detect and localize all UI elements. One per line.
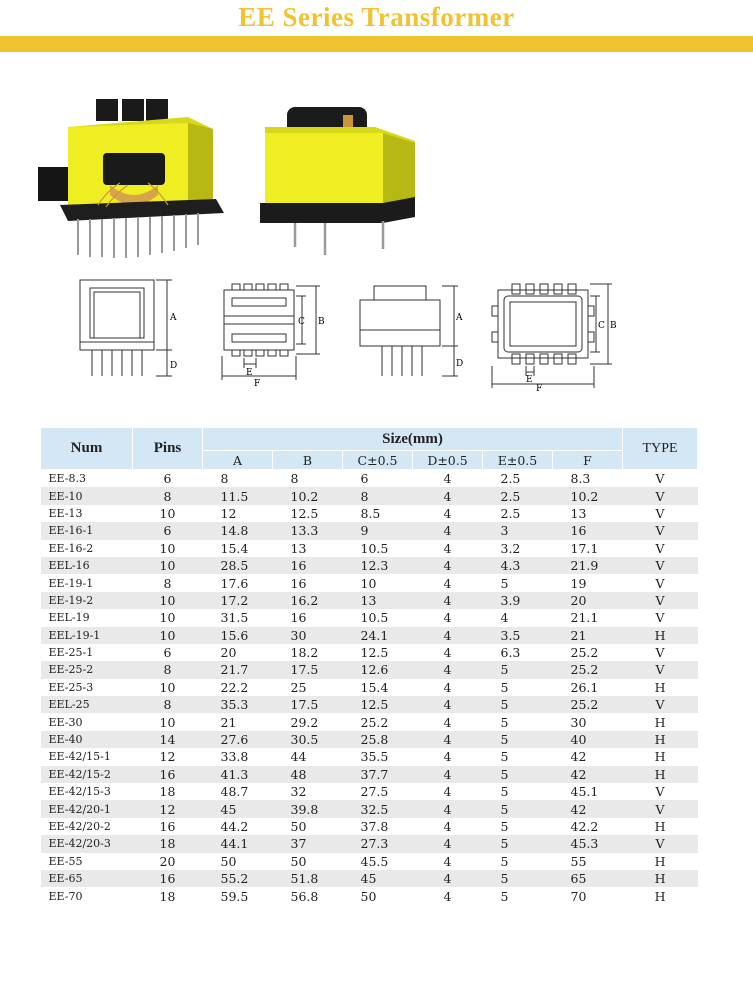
cell-num: EE-40 [41, 731, 133, 748]
cell-c: 13 [343, 592, 413, 609]
cell-type: V [623, 487, 698, 504]
cell-e: 5 [483, 731, 553, 748]
cell-type: V [623, 835, 698, 852]
cell-num: EE-42/20-1 [41, 800, 133, 817]
cell-type: V [623, 800, 698, 817]
cell-c: 10 [360, 575, 377, 591]
cell-f: 42 [553, 800, 623, 817]
cell-pins: 12 [133, 800, 203, 817]
cell-a: 17.2 [203, 592, 273, 609]
dim-c-label: C [598, 321, 605, 331]
cell-b: 18.2 [290, 645, 319, 661]
cell-b: 16 [290, 575, 307, 591]
dim-d-label: D [170, 361, 178, 371]
cell-pins: 10 [159, 610, 176, 626]
cell-a: 8 [220, 471, 229, 487]
cell-f: 70 [570, 888, 587, 904]
cell-e: 5 [500, 784, 509, 800]
cell-pins: 10 [159, 540, 176, 556]
cell-num: EE-13 [48, 506, 83, 520]
cell-b: 56.8 [290, 888, 319, 904]
cell-c: 25.2 [360, 714, 389, 730]
cell-b: 12.5 [290, 505, 319, 521]
cell-e: 5 [483, 696, 553, 713]
cell-e: 5 [483, 835, 553, 852]
cell-e: 5 [500, 679, 509, 695]
cell-d: 4 [413, 731, 483, 748]
table-row [41, 557, 698, 574]
table-row [41, 592, 698, 609]
header-e: E±0.5 [483, 451, 553, 470]
dim-b-label: B [610, 321, 617, 331]
table-row [41, 661, 698, 678]
cell-type: V [655, 575, 665, 591]
cell-c: 32.5 [343, 800, 413, 817]
cell-c: 27.3 [343, 835, 413, 852]
cell-a: 12 [220, 505, 237, 521]
table-row [41, 800, 698, 817]
cell-c: 45 [343, 870, 413, 887]
table-row [41, 748, 698, 765]
cell-b: 37 [273, 835, 343, 852]
dim-e-label: E [246, 368, 253, 378]
dim-f-label: F [254, 379, 261, 388]
cell-d: 4 [413, 487, 483, 504]
table-row [41, 679, 698, 696]
cell-num: EE-25-3 [48, 680, 94, 694]
vertical-front-drawing [72, 276, 182, 386]
cell-pins: 18 [159, 888, 176, 904]
cell-b: 16 [290, 610, 307, 626]
cell-pins: 20 [159, 853, 176, 869]
cell-a: 11.5 [203, 487, 273, 504]
cell-a: 28.5 [203, 557, 273, 574]
cell-type: H [654, 679, 666, 695]
spec-table [40, 427, 698, 905]
cell-d: 4 [443, 679, 452, 695]
vertical-transformer-photo [38, 95, 238, 265]
cell-pins: 8 [133, 661, 203, 678]
cell-pins: 12 [159, 749, 176, 765]
table-row [41, 487, 698, 504]
cell-f: 26.1 [570, 679, 599, 695]
cell-a: 33.8 [220, 749, 249, 765]
cell-b: 16 [273, 557, 343, 574]
dim-c-label: C [298, 317, 305, 327]
header-size: Size(mm) [203, 428, 623, 451]
cell-e: 5 [483, 870, 553, 887]
cell-pins: 16 [133, 766, 203, 783]
table-row [41, 887, 698, 904]
cell-f: 65 [553, 870, 623, 887]
cell-c: 12.3 [343, 557, 413, 574]
cell-b: 50 [290, 819, 307, 834]
cell-a: 20 [220, 645, 237, 661]
cell-f: 42 [553, 766, 623, 783]
cell-a: 17.6 [220, 575, 249, 591]
cell-num: EE-65 [41, 870, 133, 887]
cell-e: 2.5 [500, 505, 521, 521]
cell-f: 30 [570, 714, 587, 730]
header-a: A [203, 451, 273, 470]
cell-a: 31.5 [220, 610, 249, 626]
header-d: D±0.5 [413, 451, 483, 470]
cell-num: EE-25-1 [48, 646, 94, 660]
cell-e: 3 [483, 522, 553, 539]
cell-type: V [655, 471, 665, 487]
table-row [41, 818, 698, 835]
cell-f: 42 [570, 749, 587, 765]
cell-num: EE-16-1 [41, 522, 133, 539]
cell-e: 5 [500, 853, 509, 869]
cell-e: 3.9 [483, 592, 553, 609]
table-row [41, 644, 698, 661]
cell-a: 55.2 [203, 870, 273, 887]
table-row [41, 522, 698, 539]
cell-c: 12.5 [343, 696, 413, 713]
cell-b: 30 [273, 627, 343, 644]
cell-c: 27.5 [360, 784, 389, 800]
cell-f: 25.2 [570, 645, 599, 661]
dim-b-label: B [318, 317, 325, 327]
table-row [41, 870, 698, 887]
cell-f: 40 [553, 731, 623, 748]
cell-a: 21 [220, 714, 237, 730]
cell-d: 4 [443, 471, 452, 487]
cell-d: 4 [413, 696, 483, 713]
cell-num: EE-42/20-3 [41, 835, 133, 852]
horizontal-top-drawing [490, 280, 620, 392]
cell-type: H [654, 749, 666, 765]
cell-a: 21.7 [203, 661, 273, 678]
cell-b: 51.8 [273, 870, 343, 887]
cell-f: 19 [570, 575, 587, 591]
cell-c: 15.4 [360, 679, 389, 695]
cell-type: V [655, 540, 665, 556]
cell-f: 21.1 [570, 610, 599, 626]
cell-num: EE-25-2 [41, 661, 133, 678]
cell-type: H [654, 714, 666, 730]
cell-f: 45.3 [553, 835, 623, 852]
cell-type: H [654, 888, 666, 904]
cell-e: 3.5 [483, 627, 553, 644]
horizontal-front-drawing [358, 280, 470, 380]
cell-num: EE-10 [41, 487, 133, 504]
cell-pins: 10 [159, 505, 176, 521]
cell-num: EE-55 [48, 854, 83, 868]
cell-a: 41.3 [203, 766, 273, 783]
cell-d: 4 [443, 610, 452, 626]
cell-pins: 8 [133, 696, 203, 713]
cell-pins: 8 [133, 487, 203, 504]
cell-pins: 8 [163, 575, 172, 591]
cell-a: 27.6 [203, 731, 273, 748]
cell-b: 13.3 [273, 522, 343, 539]
cell-e: 5 [500, 819, 509, 834]
cell-c: 10.5 [360, 540, 389, 556]
cell-type: H [623, 870, 698, 887]
cell-b: 50 [290, 853, 307, 869]
table-row [41, 540, 698, 557]
cell-c: 50 [360, 888, 377, 904]
cell-type: V [655, 784, 665, 800]
cell-d: 4 [413, 766, 483, 783]
cell-f: 42.2 [570, 819, 599, 834]
table-row [41, 731, 698, 748]
cell-type: V [655, 645, 665, 661]
cell-b: 30.5 [273, 731, 343, 748]
cell-e: 5 [500, 888, 509, 904]
cell-c: 9 [343, 522, 413, 539]
cell-b: 32 [290, 784, 307, 800]
cell-b: 8 [290, 471, 299, 487]
cell-num: EE-42/15-3 [48, 785, 111, 799]
page-title: EE Series Transformer [238, 2, 515, 32]
cell-b: 25 [290, 679, 307, 695]
cell-num: EE-19-2 [41, 592, 133, 609]
cell-a: 22.2 [220, 679, 249, 695]
table-row [41, 574, 698, 591]
horizontal-transformer-photo [255, 97, 425, 257]
cell-pins: 10 [159, 679, 176, 695]
cell-e: 3.2 [500, 540, 521, 556]
cell-num: EEL-25 [41, 696, 133, 713]
cell-d: 4 [443, 645, 452, 661]
cell-e: 4 [500, 610, 509, 626]
cell-c: 24.1 [343, 627, 413, 644]
table-row [41, 766, 698, 783]
cell-e: 5 [483, 661, 553, 678]
cell-d: 4 [413, 800, 483, 817]
cell-d: 4 [413, 592, 483, 609]
cell-num: EEL-19-1 [41, 627, 133, 644]
cell-a: 44.2 [220, 819, 249, 834]
cell-f: 10.2 [553, 487, 623, 504]
dim-a-label: A [456, 313, 463, 323]
cell-num: EE-70 [48, 889, 83, 903]
vertical-top-drawing [214, 278, 334, 388]
cell-a: 44.1 [203, 835, 273, 852]
cell-e: 5 [500, 749, 509, 765]
cell-f: 25.2 [553, 661, 623, 678]
cell-b: 48 [273, 766, 343, 783]
cell-num: EE-8.3 [48, 472, 86, 486]
cell-num: EEL-19 [48, 611, 90, 625]
cell-num: EE-16-2 [48, 541, 94, 555]
cell-f: 21 [553, 627, 623, 644]
header-b: B [273, 451, 343, 470]
cell-type: H [623, 766, 698, 783]
cell-d: 4 [443, 819, 452, 834]
cell-a: 50 [220, 853, 237, 869]
cell-a: 14.8 [203, 522, 273, 539]
cell-f: 13 [570, 505, 587, 521]
spec-table-body [41, 470, 698, 905]
table-row [41, 696, 698, 713]
cell-c: 37.7 [343, 766, 413, 783]
cell-f: 17.1 [570, 540, 599, 556]
cell-f: 8.3 [570, 471, 591, 487]
header-type: TYPE [623, 428, 698, 470]
cell-pins: 16 [133, 870, 203, 887]
cell-f: 20 [553, 592, 623, 609]
cell-b: 39.8 [273, 800, 343, 817]
cell-pins: 10 [133, 557, 203, 574]
cell-d: 4 [443, 714, 452, 730]
cell-pins: 16 [159, 819, 176, 834]
cell-f: 21.9 [553, 557, 623, 574]
cell-c: 12.5 [360, 645, 389, 661]
cell-b: 29.2 [290, 714, 319, 730]
cell-d: 4 [443, 853, 452, 869]
cell-e: 2.5 [483, 487, 553, 504]
cell-e: 4.3 [483, 557, 553, 574]
cell-b: 10.2 [273, 487, 343, 504]
table-row [41, 853, 698, 870]
cell-e: 5 [483, 766, 553, 783]
cell-e: 5 [500, 714, 509, 730]
cell-d: 4 [413, 835, 483, 852]
cell-c: 8.5 [360, 505, 381, 521]
cell-e: 2.5 [500, 471, 521, 487]
cell-c: 25.8 [343, 731, 413, 748]
table-row [41, 835, 698, 852]
cell-num: EE-30 [48, 715, 83, 729]
header-pins: Pins [133, 428, 203, 470]
cell-d: 4 [443, 784, 452, 800]
cell-e: 5 [500, 575, 509, 591]
cell-c: 45.5 [360, 853, 389, 869]
cell-type: H [654, 853, 666, 869]
cell-c: 37.8 [360, 819, 389, 834]
cell-d: 4 [413, 870, 483, 887]
header-num: Num [41, 428, 133, 470]
cell-pins: 18 [133, 835, 203, 852]
cell-pins: 6 [163, 471, 172, 487]
cell-pins: 10 [133, 592, 203, 609]
dim-e-label: E [526, 375, 533, 385]
cell-a: 59.5 [220, 888, 249, 904]
cell-d: 4 [443, 505, 452, 521]
cell-pins: 6 [133, 522, 203, 539]
cell-c: 10.5 [360, 610, 389, 626]
cell-type: V [623, 522, 698, 539]
cell-d: 4 [443, 540, 452, 556]
cell-type: V [623, 661, 698, 678]
cell-type: V [623, 592, 698, 609]
cell-pins: 14 [133, 731, 203, 748]
cell-type: H [623, 731, 698, 748]
table-row [41, 627, 698, 644]
cell-b: 44 [290, 749, 307, 765]
cell-num: EE-42/20-2 [48, 820, 111, 833]
cell-a: 35.3 [203, 696, 273, 713]
cell-b: 13 [290, 540, 307, 556]
dim-d-label: D [456, 359, 464, 369]
cell-type: V [655, 505, 665, 521]
cell-f: 25.2 [553, 696, 623, 713]
cell-f: 16 [553, 522, 623, 539]
cell-type: H [654, 819, 666, 834]
cell-pins: 6 [163, 645, 172, 661]
cell-pins: 18 [159, 784, 176, 800]
cell-type: H [623, 627, 698, 644]
cell-f: 55 [570, 853, 587, 869]
cell-c: 12.6 [343, 661, 413, 678]
dim-f-label: F [536, 384, 543, 392]
cell-b: 16.2 [273, 592, 343, 609]
cell-type: V [623, 557, 698, 574]
cell-type: V [655, 610, 665, 626]
cell-a: 48.7 [220, 784, 249, 800]
header-c: C±0.5 [343, 451, 413, 470]
cell-e: 5 [483, 800, 553, 817]
cell-d: 4 [443, 888, 452, 904]
cell-type: V [623, 696, 698, 713]
header-f: F [553, 451, 623, 470]
table-row [41, 470, 698, 488]
cell-num: EE-19-1 [48, 576, 94, 590]
cell-b: 17.5 [273, 661, 343, 678]
cell-c: 35.5 [360, 749, 389, 765]
cell-a: 15.4 [220, 540, 249, 556]
table-row [41, 505, 698, 522]
cell-c: 8 [343, 487, 413, 504]
cell-f: 45.1 [570, 784, 599, 800]
table-row [41, 783, 698, 800]
cell-a: 45 [203, 800, 273, 817]
cell-pins: 10 [159, 714, 176, 730]
cell-b: 17.5 [273, 696, 343, 713]
cell-a: 15.6 [203, 627, 273, 644]
cell-d: 4 [413, 522, 483, 539]
cell-c: 6 [360, 471, 369, 487]
cell-d: 4 [413, 557, 483, 574]
cell-d: 4 [413, 627, 483, 644]
cell-num: EEL-16 [41, 557, 133, 574]
cell-e: 6.3 [500, 645, 521, 661]
cell-pins: 10 [133, 627, 203, 644]
cell-d: 4 [413, 661, 483, 678]
cell-num: EE-42/15-2 [41, 766, 133, 783]
table-row [41, 609, 698, 626]
dim-a-label: A [170, 313, 177, 323]
cell-num: EE-42/15-1 [48, 750, 111, 764]
cell-d: 4 [443, 575, 452, 591]
cell-d: 4 [443, 749, 452, 765]
table-row [41, 713, 698, 730]
title-band [0, 36, 753, 52]
